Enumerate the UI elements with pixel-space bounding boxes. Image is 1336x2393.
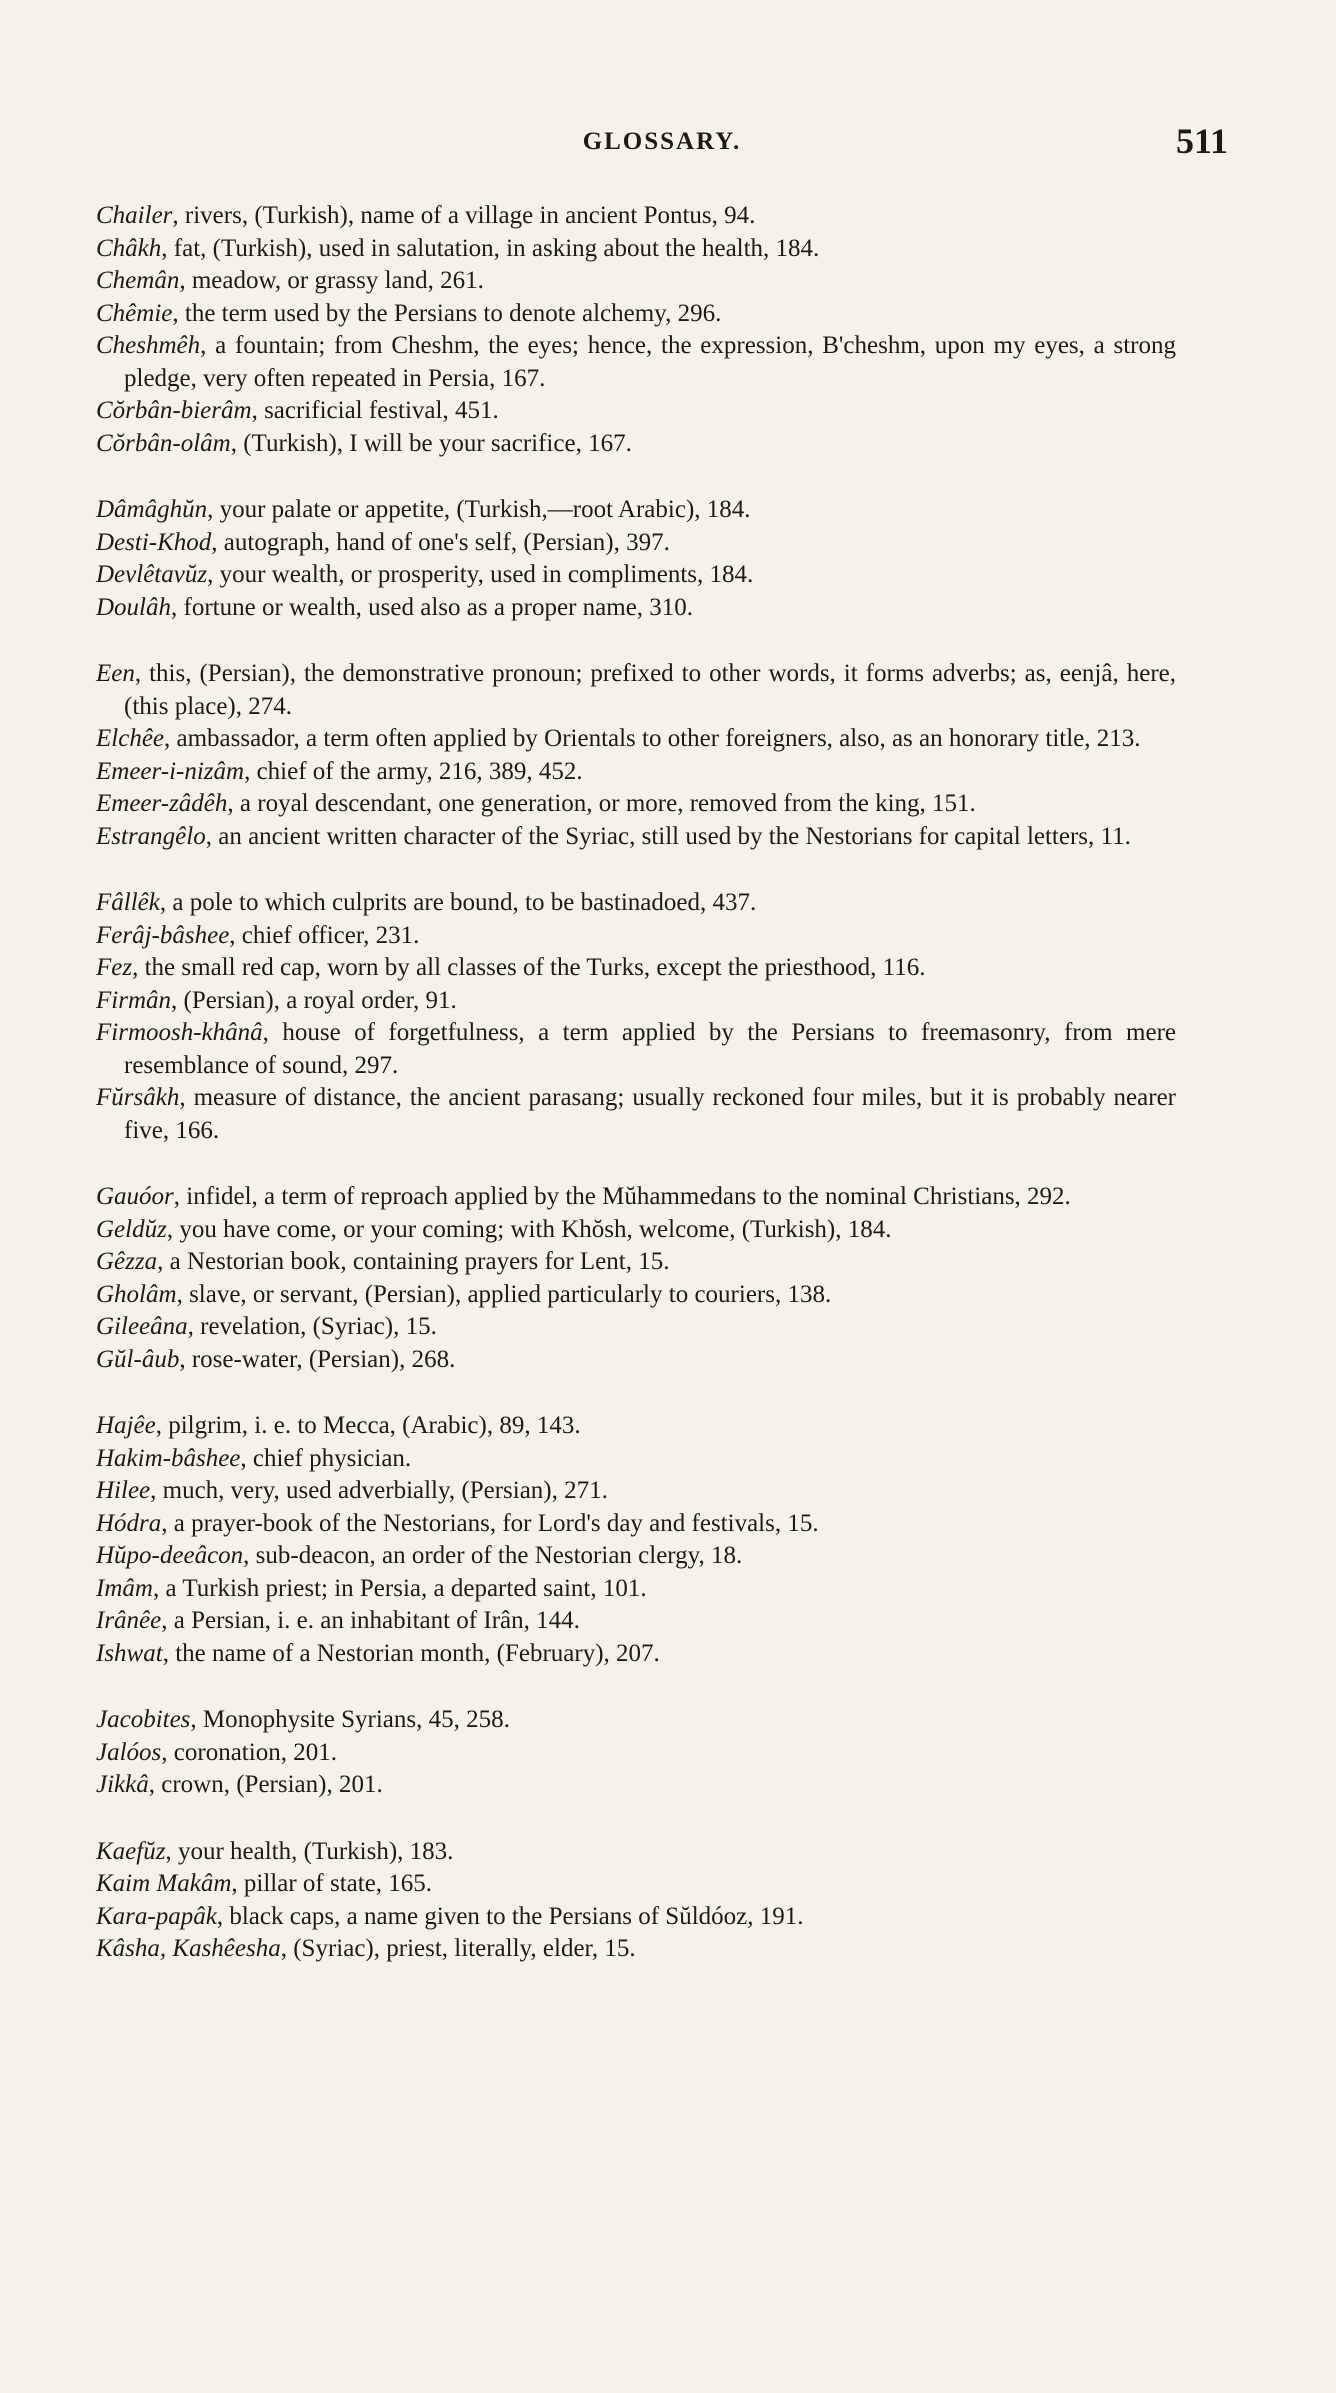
glossary-term: Gêzza [96, 1248, 158, 1275]
glossary-definition: , fortune or wealth, used also as a proper name, 310. [171, 593, 694, 621]
glossary-entry [96, 527, 1176, 560]
glossary-definition: , your health, (Turkish), 183. [165, 1837, 454, 1865]
glossary-term: Doulâh [96, 593, 171, 621]
glossary-term: Irânêe [96, 1607, 162, 1634]
glossary-group [96, 1410, 1176, 1670]
glossary-definition: , ambassador, a term often applied by Orientals to other foreigners, also, as an honorary title, 213. [164, 725, 1141, 752]
glossary-term: Gileeâna [96, 1313, 188, 1340]
glossary-entry [96, 1508, 1176, 1541]
glossary-term: Jalóos [96, 1738, 162, 1766]
running-head [96, 118, 1228, 168]
glossary-definition: , sacrificial festival, 451. [251, 397, 499, 424]
glossary-definition: , slave, or servant, (Persian), applied particularly to couriers, 138. [176, 1280, 832, 1308]
glossary-definition: , fat, (Turkish), used in salutation, in asking about the health, 184. [161, 234, 820, 262]
glossary-entry [96, 1769, 1176, 1802]
glossary-entry [96, 330, 1176, 395]
glossary-group [96, 887, 1176, 1147]
glossary-entry [96, 494, 1176, 527]
glossary-entry [96, 723, 1176, 756]
glossary-entry [96, 985, 1176, 1018]
glossary-term: Geldŭz [96, 1215, 167, 1243]
glossary-term: Gholâm [96, 1280, 177, 1308]
glossary-term: Ishwat [96, 1639, 163, 1667]
glossary-definition: , coronation, 201. [161, 1738, 337, 1766]
glossary-definition: , Monophysite Syrians, 45, 258. [190, 1706, 510, 1733]
glossary-entry [96, 1540, 1176, 1573]
glossary-entry [96, 265, 1176, 298]
glossary-definition: , rose-water, (Persian), 268. [179, 1345, 456, 1373]
glossary-definition: , revelation, (Syriac), 15. [187, 1313, 437, 1340]
glossary-term: Elchêe [96, 725, 165, 752]
glossary-definition: , an ancient written character of the Syriac, still used by the Nestorians for capital letters, 11. [205, 822, 1131, 850]
glossary-term: Kara-papâk [96, 1902, 217, 1930]
glossary-definition: , the small red cap, worn by all classes of the Turks, except the priesthood, 116. [132, 954, 926, 981]
glossary-term: Cheshmêh [96, 332, 201, 359]
glossary-definition: , a fountain; from Cheshm, the eyes; hence, the expression, B'cheshm, upon my eyes, a strong pledge, very often repeated in Persia, 167. [124, 332, 1176, 392]
glossary-entry [96, 298, 1176, 331]
glossary-term: Hakim-bâshee [96, 1444, 241, 1472]
glossary-group [96, 1704, 1176, 1802]
glossary-term: Devlêtavŭz [96, 561, 208, 588]
glossary-entry [96, 200, 1176, 233]
glossary-entry [96, 952, 1176, 985]
glossary-definition: , pilgrim, i. e. to Mecca, (Arabic), 89, 143. [155, 1412, 581, 1439]
glossary-term: Chêmie [96, 299, 173, 327]
glossary-term: Cŏrbân-olâm [96, 429, 231, 457]
glossary-term: Gŭl-âub [96, 1345, 180, 1373]
glossary-term: Een [96, 660, 135, 687]
glossary-entry [96, 1605, 1176, 1638]
glossary-definition: , autograph, hand of one's self, (Persian), 397. [211, 528, 670, 556]
glossary-term: Jacobites [96, 1706, 191, 1733]
glossary-entry [96, 1410, 1176, 1443]
glossary-entry [96, 395, 1176, 428]
glossary-term: Châkh [96, 234, 162, 262]
glossary-entry [96, 1868, 1176, 1901]
glossary-definition: , house of forgetfulness, a term applied by the Persians to freemasonry, from mere resemblance of sound, 297. [124, 1019, 1176, 1079]
glossary-entry [96, 1704, 1176, 1737]
glossary-entry [96, 821, 1176, 854]
glossary-term: Dâmâghŭn [96, 496, 208, 523]
glossary-definition: , chief of the army, 216, 389, 452. [244, 757, 583, 785]
glossary-definition: , a Persian, i. e. an inhabitant of Irân, 144. [161, 1607, 580, 1634]
glossary-definition: , sub-deacon, an order of the Nestorian clergy, 18. [243, 1542, 743, 1569]
glossary-definition: , the name of a Nestorian month, (February), 207. [162, 1639, 660, 1667]
glossary-entry [96, 920, 1176, 953]
glossary-entry [96, 887, 1176, 920]
glossary-group [96, 1181, 1176, 1376]
glossary-term: Hajêe [96, 1412, 156, 1439]
glossary-definition: , a prayer-book of the Nestorians, for Lord's day and festivals, 15. [161, 1509, 819, 1537]
glossary-definition: , pillar of state, 165. [231, 1870, 433, 1897]
glossary-group [96, 494, 1176, 624]
glossary-entry [96, 1311, 1176, 1344]
glossary-term: Hŭpo-deeâcon [96, 1542, 244, 1569]
glossary-definition: , (Syriac), priest, literally, elder, 15. [280, 1935, 636, 1962]
glossary-definition: , your palate or appetite, (Turkish,—root Arabic), 184. [207, 496, 751, 523]
glossary-entry [96, 658, 1176, 723]
glossary-definition: , this, (Persian), the demonstrative pronoun; prefixed to other words, it forms adverbs; as, eenjâ, here, (this place), 274. [124, 660, 1176, 720]
glossary-definition: , black caps, a name given to the Persians of Sŭldóoz, 191. [216, 1902, 804, 1930]
glossary-entry [96, 1573, 1176, 1606]
glossary-term: Hódra [96, 1509, 162, 1537]
glossary-term: Chailer [96, 202, 173, 229]
glossary-term: Ferâj-bâshee [96, 921, 230, 949]
running-title: GLOSSARY. [582, 128, 742, 155]
glossary-definition: , a royal descendant, one generation, or more, removed from the king, 151. [227, 790, 976, 817]
glossary-entry [96, 233, 1176, 266]
glossary-definition: , (Persian), a royal order, 91. [171, 986, 457, 1014]
glossary-term: Desti-Khod [96, 528, 212, 556]
glossary-definition: , you have come, or your coming; with Khŏsh, welcome, (Turkish), 184. [166, 1215, 892, 1243]
glossary-term: Fâllêk [96, 889, 160, 916]
glossary-term: Emeer-i-nizâm [96, 757, 245, 785]
glossary-entry [96, 1737, 1176, 1770]
glossary-definition: , much, very, used adverbially, (Persian), 271. [150, 1477, 608, 1504]
glossary-definition: , chief physician. [240, 1444, 412, 1472]
glossary-term: Chemân [96, 267, 180, 294]
glossary-term: Imâm [96, 1574, 153, 1602]
glossary-entry [96, 1638, 1176, 1671]
glossary-entry [96, 1214, 1176, 1247]
glossary-entry [96, 1933, 1176, 1966]
glossary-group [96, 1836, 1176, 1966]
glossary-definition: , meadow, or grassy land, 261. [179, 267, 484, 294]
glossary-definition: , (Turkish), I will be your sacrifice, 167. [230, 429, 632, 457]
page-number: 511 [1175, 121, 1228, 161]
glossary-definition: , rivers, (Turkish), name of a village in ancient Pontus, 94. [172, 202, 756, 229]
glossary-entry [96, 592, 1176, 625]
glossary-entry [96, 1344, 1176, 1377]
glossary-entry [96, 788, 1176, 821]
glossary-entry [96, 1901, 1176, 1934]
glossary-term: Kaefŭz [96, 1837, 166, 1865]
glossary-term: Fŭrsâkh [96, 1084, 180, 1111]
glossary-definition: , a Turkish priest; in Persia, a departed saint, 101. [152, 1574, 647, 1602]
glossary-entry [96, 1017, 1176, 1082]
glossary-entries [96, 200, 1176, 2000]
glossary-group [96, 200, 1176, 460]
glossary-definition: , the term used by the Persians to denote alchemy, 296. [172, 299, 722, 327]
glossary-entry [96, 756, 1176, 789]
glossary-entry [96, 1279, 1176, 1312]
glossary-group [96, 658, 1176, 853]
glossary-definition: , chief officer, 231. [229, 921, 420, 949]
glossary-term: Kaim Makâm [96, 1870, 232, 1897]
glossary-entry [96, 1475, 1176, 1508]
glossary-definition: , your wealth, or prosperity, used in compliments, 184. [207, 561, 754, 588]
glossary-entry [96, 428, 1176, 461]
glossary-entry [96, 1082, 1176, 1147]
glossary-term: Emeer-zâdêh [96, 790, 228, 817]
glossary-term: Firmoosh-khânâ [96, 1019, 263, 1046]
glossary-term: Hilee [96, 1477, 151, 1504]
glossary-term: Jikkâ [96, 1771, 149, 1798]
glossary-definition: , a Nestorian book, containing prayers for Lent, 15. [157, 1248, 670, 1275]
glossary-definition: , crown, (Persian), 201. [148, 1771, 383, 1798]
glossary-entry [96, 1181, 1176, 1214]
glossary-definition: , infidel, a term of reproach applied by the Mŭhammedans to the nominal Christians, 292. [173, 1183, 1071, 1210]
glossary-definition: , measure of distance, the ancient parasang; usually reckoned four miles, but it is probably nearer five, 166. [124, 1084, 1176, 1144]
glossary-entry [96, 1246, 1176, 1279]
glossary-term: Cŏrbân-bierâm [96, 397, 252, 424]
glossary-term: Gauóor [96, 1183, 174, 1210]
glossary-entry [96, 559, 1176, 592]
glossary-entry [96, 1836, 1176, 1869]
glossary-entry [96, 1443, 1176, 1476]
glossary-term: Firmân [96, 986, 171, 1014]
glossary-definition: , a pole to which culprits are bound, to be bastinadoed, 437. [159, 889, 757, 916]
glossary-term: Kâsha, Kashêesha [96, 1935, 281, 1962]
glossary-term: Estrangêlo [96, 822, 206, 850]
glossary-term: Fez [96, 954, 133, 981]
